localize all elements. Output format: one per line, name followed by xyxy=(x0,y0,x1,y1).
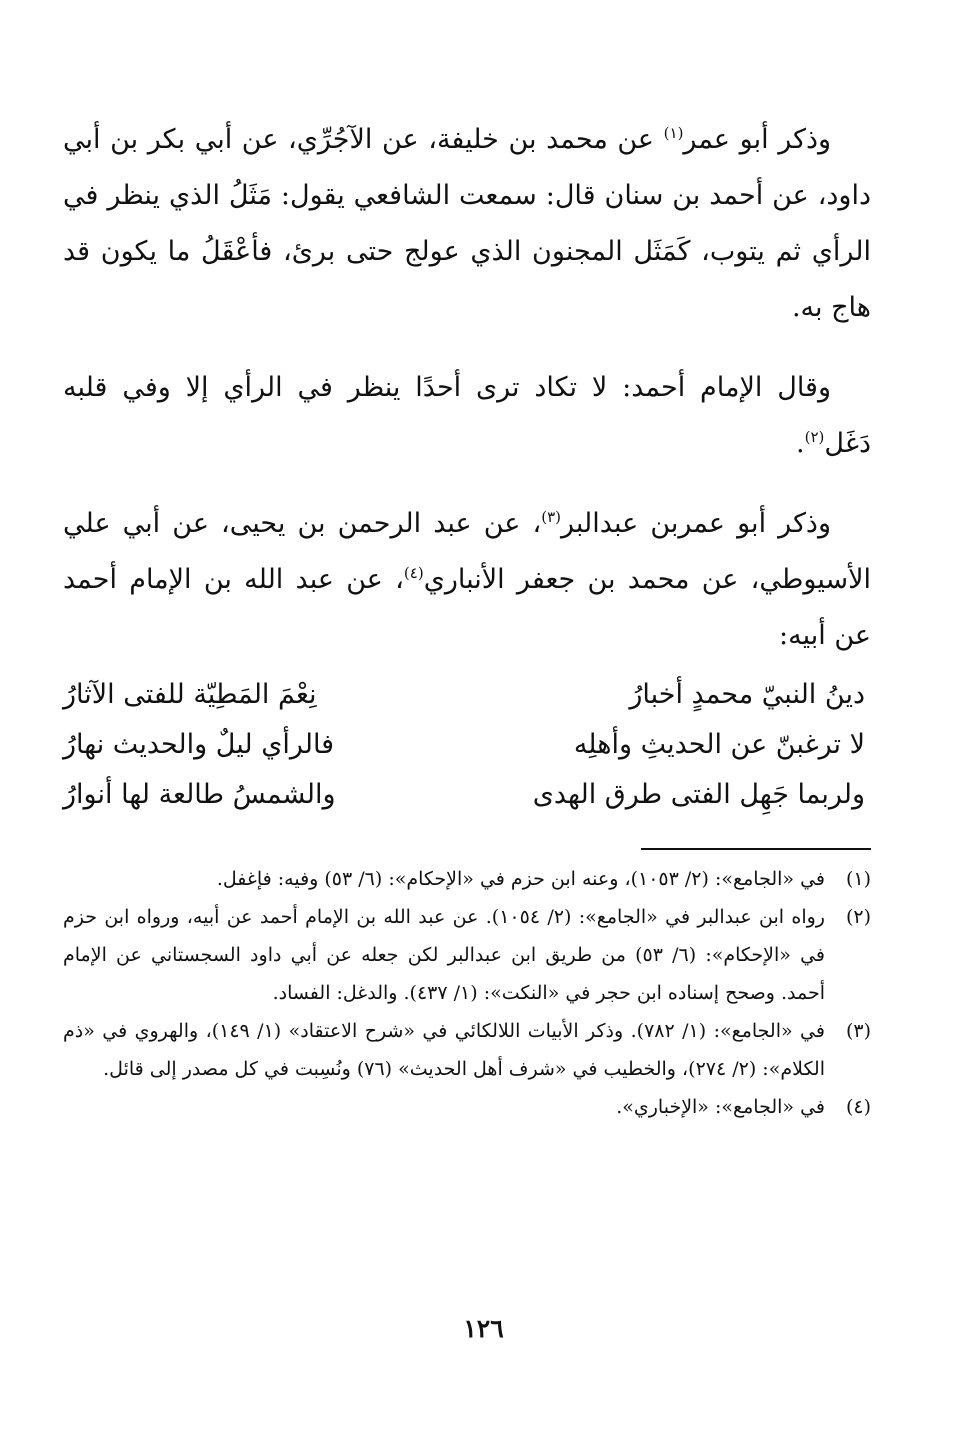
paragraph-text: ، عن عبد الرحمن بن يحيى، عن أبي علي الأسيوطي، عن محمد بن جعفر الأنباري xyxy=(63,508,871,595)
poem-verse xyxy=(63,670,865,720)
poem xyxy=(63,670,871,820)
footnote-number: (٢) xyxy=(845,906,871,928)
footnote-1 xyxy=(63,860,871,898)
footnote-2 xyxy=(63,898,871,1012)
paragraph-ahmad-quote xyxy=(63,360,871,472)
footnote-4 xyxy=(63,1088,871,1126)
footnote-text: في «الجامع»: (٢/ ١٠٥٣)، وعنه ابن حزم في «الإحكام»: (٦/ ٥٣) وفيه: فإغفل. xyxy=(216,868,825,890)
footnote-ref-2[interactable]: (٢) xyxy=(804,428,825,446)
verse-first-hemistich: دينُ النبيّ محمدٍ أخبارُ xyxy=(629,679,865,710)
verse-first-hemistich: ولربما جَهِل الفتى طرق الهدى xyxy=(532,779,865,810)
footnote-text: في «الجامع»: (١/ ٧٨٢). وذكر الأبيات اللالكائي في «شرح الاعتقاد» (١/ ١٤٩)، والهروي في «ذم الكلام»: (٢/ ٢٧٤)، والخطيب في «شرف أهل الحديث» (٧٦) ونُسِبت في كل مصدر إلى قائل. xyxy=(63,1020,825,1080)
paragraph-text: وذكر أبو عمر xyxy=(683,124,832,155)
footnote-number: (٤) xyxy=(845,1096,871,1118)
poem-verse xyxy=(63,720,865,770)
paragraph-text: ، عن عبد الله بن الإمام أحمد عن أبيه: xyxy=(63,564,871,651)
verse-second-hemistich: والشمسُ طالعة لها أنوارُ xyxy=(63,779,336,810)
paragraph-text: وذكر أبو عمربن عبدالبر xyxy=(561,508,831,539)
paragraph-text: وقال الإمام أحمد: لا تكاد ترى أحدًا ينظر في الرأي إلا وفي قلبه دَغَل xyxy=(63,372,871,459)
paragraph-text: عن محمد بن خليفة، عن الآجُرِّي، عن أبي بكر بن أبي داود، عن أحمد بن سنان قال: سمعت الشافعي يقول: مَثَلُ الذي ينظر في الرأي ثم يتوب، كَمَثَل المجنون الذي عولج حتى برئ، فأعْقَلُ ما يكون قد هاج به. xyxy=(63,124,871,323)
footnote-ref-4[interactable]: (٤) xyxy=(403,564,424,582)
main-text xyxy=(63,112,871,820)
footnote-3 xyxy=(63,1012,871,1088)
verse-first-hemistich: لا ترغبنّ عن الحديثِ وأهلِه xyxy=(573,729,865,760)
footnotes xyxy=(63,860,871,1126)
footnote-divider xyxy=(641,848,871,850)
footnote-ref-1[interactable]: (١) xyxy=(663,124,684,142)
paragraph-poem-intro xyxy=(63,496,871,664)
paragraph-shafii-quote xyxy=(63,112,871,336)
footnote-text: رواه ابن عبدالبر في «الجامع»: (٢/ ١٠٥٤). عن عبد الله بن الإمام أحمد عن أبيه، ورواه ابن حزم في «الإحكام»: (٦/ ٥٣) من طريق ابن عبدالبر لكن جعله عن أبي داود السجستاني عن الإمام أحمد. وصحح إسناده ابن حجر في «النكت»: (١/ ٤٣٧). والدغل: الفساد. xyxy=(63,906,825,1004)
footnote-number: (١) xyxy=(845,868,871,890)
footnote-text: في «الجامع»: «الإخباري». xyxy=(616,1096,825,1118)
verse-second-hemistich: نِعْمَ المَطِيّة للفتى الآثارُ xyxy=(63,679,317,710)
paragraph-text: . xyxy=(796,428,805,459)
verse-second-hemistich: فالرأي ليلٌ والحديث نهارُ xyxy=(63,729,335,760)
footnote-ref-3[interactable]: (٣) xyxy=(541,508,562,526)
footnote-number: (٣) xyxy=(845,1020,871,1042)
page-number: ١٢٦ xyxy=(463,1314,504,1343)
poem-verse xyxy=(63,770,865,820)
